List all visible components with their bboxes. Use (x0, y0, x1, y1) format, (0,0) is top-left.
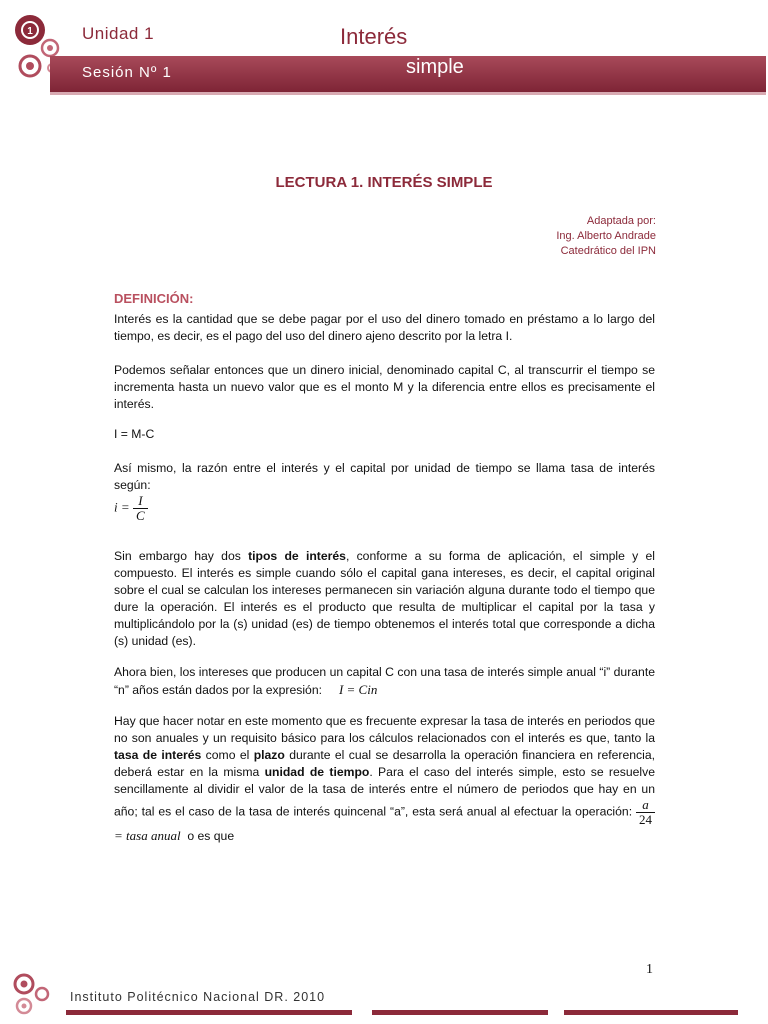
paragraph-types (114, 548, 655, 650)
footer-bar (564, 1010, 738, 1015)
paragraph-rate: Así mismo, la razón entre el interés y el capital por unidad de tiempo se llama tasa de interés según: (114, 461, 655, 492)
text-run: Sin embargo hay dos (114, 549, 249, 563)
page-number: 1 (646, 962, 653, 977)
fraction-denominator: C (136, 508, 145, 523)
logo-number: 1 (27, 26, 33, 37)
text-run: durante el cual se desarrolla la operación financiera en referencia, deberá estar en la misma (114, 748, 655, 779)
paragraph-definition: Interés es la cantidad que se debe pagar por el uso del dinero tomado en préstamo a lo largo del tiempo, es decir, es el pago del uso del dinero ajeno descrito por la letra I. (114, 312, 655, 343)
text-run: Hay que hacer notar en este momento que es frecuente expresar la tasa de interés en periodos que no son anuales y un requisito básico para los cálculos relacionados con el interés es que, tanto la (114, 714, 655, 745)
bold-run: unidad de tiempo (264, 765, 370, 779)
bold-run: tasa de interés (114, 748, 202, 762)
footer-bar (66, 1010, 352, 1015)
header-title-line2: simple (406, 56, 464, 78)
formula-rate (114, 494, 655, 523)
text-run: Ahora bien, los intereses que producen un capital C con una tasa de interés simple anual “i” durante “n” años están dados por la expresión: (114, 665, 655, 697)
section-heading: DEFINICIÓN: (114, 291, 194, 306)
document-title: LECTURA 1. INTERÉS SIMPLE (275, 174, 493, 191)
bold-run: plazo (253, 748, 285, 762)
text-run: . Para el caso del interés simple, esto se resuelve sencillamente al dividir el valor de la tasa de interés entre el número de periodos que hay en un año; tal es el caso de la tasa de interés quincenal “a”, esta será anual al efectuar la operación: (114, 765, 656, 819)
credits-block (556, 214, 656, 259)
footer-institution: Instituto Politécnico Nacional DR. 2010 (70, 990, 326, 1004)
formula-interest: I = M-C (114, 427, 155, 441)
credits-line: Catedrático del IPN (560, 245, 656, 257)
formula-quincenal-fraction (636, 798, 655, 827)
unit-label: Unidad 1 (82, 24, 155, 43)
text-run: , conforme a su forma de aplicación, el simple y el compuesto. El interés es simple cuando sólo el capital gana intereses, es decir, el capital original sobre el cual se calculan los intereses permanecen sin variación alguna durante todo el tiempo que dure la operación. El interés es el producto que resulta de multiplicar el capital por la tasa y multiplicándolo por la (s) unidad (es) de tiempo obtenemos el interés total que corresponde a dicha (s) unidad (es). (114, 549, 656, 648)
paragraph-expression (114, 664, 655, 699)
header-band-edge (50, 92, 766, 95)
formula-annual-rate: = tasa anual (114, 828, 181, 843)
credits-line: Adaptada por: (586, 215, 656, 227)
formula-simple-interest: I = Cin (338, 682, 378, 697)
formula-rate-lhs: i = (114, 499, 130, 515)
header-title-line1: Interés (340, 24, 408, 49)
paragraph-capital: Podemos señalar entonces que un dinero inicial, denominado capital C, al transcurrir el tiempo se incrementa hasta un nuevo valor que es el monto M y la diferencia entre ellos es precisamente el interés. (114, 363, 655, 411)
paragraph-periods (114, 713, 655, 845)
session-label: Sesión Nº 1 (82, 64, 172, 81)
formula-rate-fraction (133, 494, 148, 523)
text-run: o es que (187, 829, 235, 843)
credits-line: Ing. Alberto Andrade (556, 230, 656, 242)
text-run: como el (201, 748, 254, 762)
fraction-numerator: I (133, 494, 148, 509)
footer-bar (372, 1010, 548, 1015)
fraction-denominator: 24 (639, 812, 652, 827)
bold-run: tipos de interés (248, 549, 346, 563)
ipn-gear-logo-icon (10, 968, 54, 1018)
fraction-numerator: a (636, 798, 655, 813)
